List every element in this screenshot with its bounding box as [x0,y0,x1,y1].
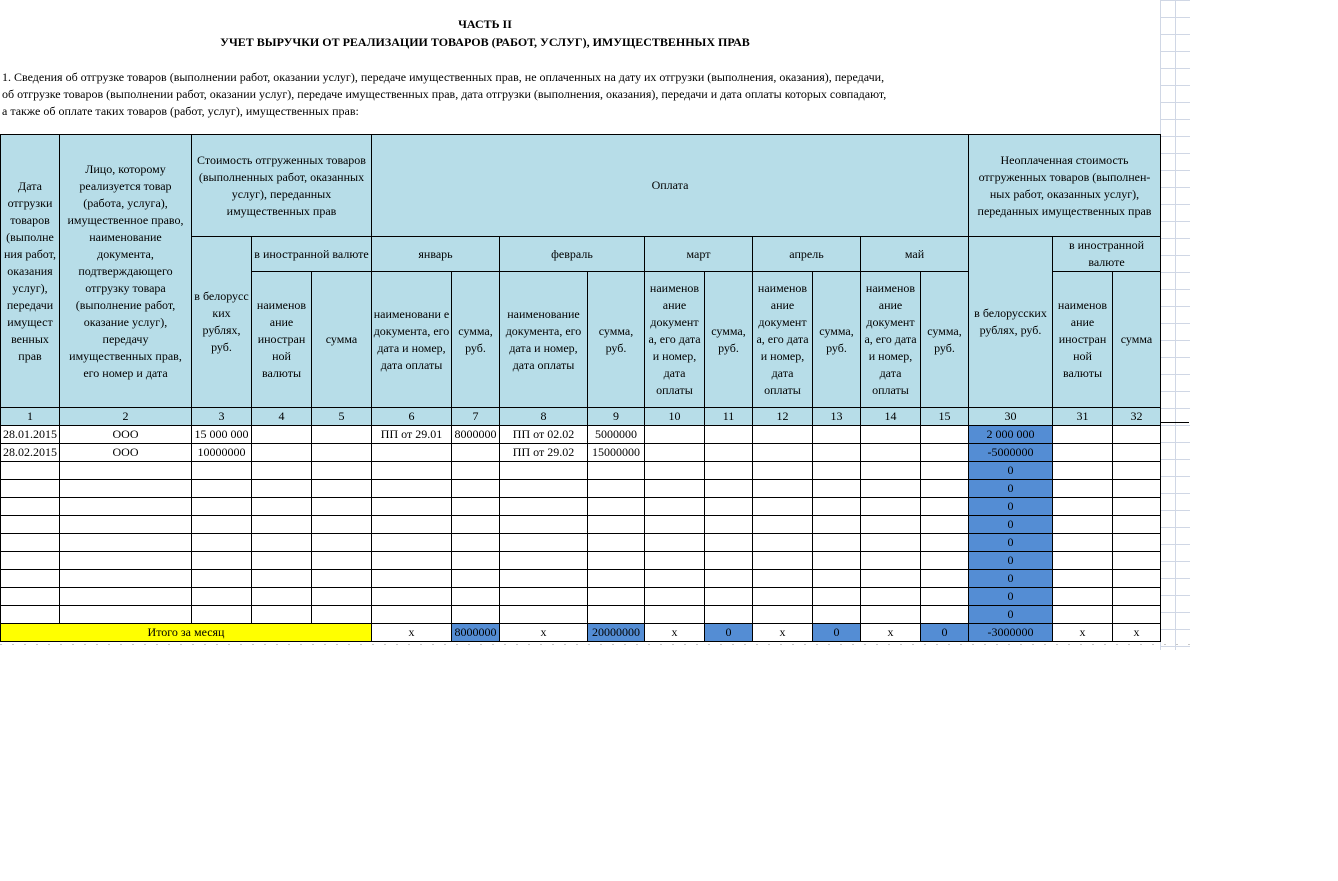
table-cell[interactable] [588,606,645,624]
table-cell[interactable] [645,588,705,606]
header-unpaid-cost[interactable]: Неоплаченная стоимость отгруженных товаров (выполнен-ных работ, оказанных услуг), переданных имущественных прав [969,135,1161,237]
table-cell[interactable] [921,588,969,606]
table-cell[interactable]: 0 [969,588,1053,606]
table-cell[interactable] [372,534,452,552]
table-cell[interactable] [861,462,921,480]
table-cell[interactable] [588,534,645,552]
table-cell[interactable] [813,552,861,570]
column-number[interactable]: 1 [1,408,60,426]
table-cell[interactable] [753,588,813,606]
table-cell[interactable] [192,498,252,516]
table-cell[interactable] [861,534,921,552]
table-cell[interactable] [645,444,705,462]
table-cell[interactable] [500,480,588,498]
table-cell[interactable] [252,426,312,444]
table-cell[interactable]: 0 [969,534,1053,552]
table-cell[interactable] [1053,570,1113,588]
table-cell[interactable] [705,426,753,444]
table-cell[interactable] [252,516,312,534]
table-cell[interactable] [861,426,921,444]
header-apr-sum[interactable]: сумма, руб. [813,272,861,408]
header-mar-sum[interactable]: сумма, руб. [705,272,753,408]
table-cell[interactable] [192,552,252,570]
table-cell[interactable] [1,570,60,588]
total-cell[interactable]: x [753,624,813,642]
table-cell[interactable] [921,570,969,588]
table-cell[interactable] [705,498,753,516]
table-cell[interactable] [645,552,705,570]
table-cell[interactable] [60,606,192,624]
table-cell[interactable] [813,570,861,588]
table-cell[interactable] [452,480,500,498]
table-cell[interactable]: ООО [60,444,192,462]
table-cell[interactable] [1,462,60,480]
table-cell[interactable] [813,480,861,498]
table-cell[interactable] [312,498,372,516]
table-cell[interactable] [312,516,372,534]
table-cell[interactable] [312,606,372,624]
table-cell[interactable] [252,606,312,624]
table-cell[interactable] [588,570,645,588]
table-cell[interactable] [813,588,861,606]
column-number[interactable]: 2 [60,408,192,426]
total-cell[interactable]: x [1053,624,1113,642]
header-cost-byr[interactable]: в белорусс ких рублях, руб. [192,237,252,408]
header-buyer-document[interactable]: Лицо, которому реализуется товар (работа, услуга), имущественное право, наименование документа, подтверждающего отгрузку товара (выполнение работ, оказание услуг), передачу имущественных прав, его номер и дата [60,135,192,408]
table-cell[interactable] [705,462,753,480]
table-cell[interactable] [372,552,452,570]
table-cell[interactable] [705,480,753,498]
table-cell[interactable] [452,606,500,624]
table-cell[interactable] [372,516,452,534]
header-cost-sum[interactable]: сумма [312,272,372,408]
table-row [1,426,1161,444]
intro-line-3: а также об оплате таких товаров (работ, услуг), имущественных прав: [2,104,359,118]
header-month-february[interactable]: февраль [500,237,645,272]
table-cell[interactable] [645,606,705,624]
table-cell[interactable] [921,552,969,570]
table-cell[interactable] [1,552,60,570]
table-cell[interactable] [372,462,452,480]
total-cell[interactable]: x [372,624,452,642]
header-month-may[interactable]: май [861,237,969,272]
table-cell[interactable] [1,534,60,552]
table-cell[interactable] [753,534,813,552]
table-row [1,480,1161,498]
table-cell[interactable] [1113,480,1161,498]
table-cell[interactable] [813,606,861,624]
total-cell[interactable]: 0 [705,624,753,642]
table-cell[interactable] [753,570,813,588]
table-cell[interactable] [60,588,192,606]
table-cell[interactable] [452,462,500,480]
table-cell[interactable] [861,552,921,570]
total-label[interactable]: Итого за месяц [1,624,372,642]
table-cell[interactable] [1113,606,1161,624]
table-row [1,534,1161,552]
table-cell[interactable] [753,552,813,570]
table-row [1,498,1161,516]
intro-line-2: об отгрузке товаров (выполнении работ, оказании услуг), передаче имущественных прав, дата отгрузки (выполнения, оказания), передачи и дата оплаты которых совпадают, [2,87,887,101]
table-cell[interactable] [705,570,753,588]
total-cell[interactable]: -3000000 [969,624,1053,642]
table-cell[interactable] [588,498,645,516]
table-cell[interactable] [1053,480,1113,498]
table-cell[interactable] [861,570,921,588]
table-cell[interactable]: 28.02.2015 [1,444,60,462]
total-cell[interactable]: x [500,624,588,642]
table-cell[interactable] [861,480,921,498]
header-cost-currency-name[interactable]: наименов ание иностран ной валюты [252,272,312,408]
table-cell[interactable] [1113,588,1161,606]
table-cell[interactable] [753,480,813,498]
table-cell[interactable] [60,534,192,552]
table-cell[interactable] [1,498,60,516]
table-cell[interactable] [1113,516,1161,534]
table-cell[interactable] [1113,498,1161,516]
table-cell[interactable] [645,516,705,534]
intro-line-1: 1. Сведения об отгрузке товаров (выполнении работ, оказании услуг), передаче имущественных прав, не оплаченных на дату их отгрузки (выполнения, оказания), передачи, [2,70,885,84]
table-cell[interactable] [312,480,372,498]
table-cell[interactable]: 0 [969,570,1053,588]
header-shipment-date[interactable]: Дата отгрузки товаров (выполне ния работ, оказания услуг), передачи имущест венных прав [1,135,60,408]
data-rows [1,426,1161,624]
table-cell[interactable]: -5000000 [969,444,1053,462]
table-cell[interactable]: 2 000 000 [969,426,1053,444]
table-cell[interactable] [372,498,452,516]
table-cell[interactable] [1113,426,1161,444]
table-cell[interactable] [861,516,921,534]
table-cell[interactable] [645,426,705,444]
header-unpaid-foreign[interactable]: в иностранной валюте [1053,237,1161,272]
column-number[interactable]: 10 [645,408,705,426]
header-cost-foreign[interactable]: в иностранной валюте [252,237,372,272]
table-cell[interactable] [60,480,192,498]
sheet-gridlines [1160,0,1190,650]
table-cell[interactable] [588,588,645,606]
table-row [1,516,1161,534]
table-cell[interactable] [813,462,861,480]
table-cell[interactable]: 8000000 [452,426,500,444]
total-cell[interactable]: 20000000 [588,624,645,642]
table-cell[interactable] [753,498,813,516]
table-cell[interactable] [372,606,452,624]
header-mar-doc[interactable]: наименов ание документ а, его дата и номер, дата оплаты [645,272,705,408]
total-cell[interactable]: x [861,624,921,642]
table-row [1,462,1161,480]
table-cell[interactable] [252,552,312,570]
table-cell[interactable] [1053,552,1113,570]
table-cell[interactable] [252,498,312,516]
table-cell[interactable] [813,444,861,462]
table-cell[interactable] [705,606,753,624]
table-cell[interactable] [753,462,813,480]
table-cell[interactable] [192,480,252,498]
table-cell[interactable] [312,570,372,588]
intro-text [2,69,992,120]
table-cell[interactable] [1,480,60,498]
table-cell[interactable] [1113,552,1161,570]
total-cell[interactable]: 0 [813,624,861,642]
table-cell[interactable] [861,606,921,624]
table-cell[interactable] [500,552,588,570]
column-number[interactable]: 32 [1113,408,1161,426]
table-cell[interactable] [1113,462,1161,480]
table-cell[interactable] [921,606,969,624]
header-feb-sum[interactable]: сумма, руб. [588,272,645,408]
table-cell[interactable] [753,444,813,462]
table-cell[interactable] [372,588,452,606]
header-feb-doc[interactable]: наименование документа, его дата и номер, дата оплаты [500,272,588,408]
table-cell[interactable] [813,534,861,552]
table-cell[interactable]: ПП от 02.02 [500,426,588,444]
part-title: ЧАСТЬ II [458,17,512,31]
table-cell[interactable] [372,570,452,588]
table-cell[interactable] [645,462,705,480]
table-cell[interactable] [192,588,252,606]
column-numbers-row [1,408,1161,426]
column-number[interactable]: 12 [753,408,813,426]
column-number[interactable]: 13 [813,408,861,426]
column-number[interactable]: 7 [452,408,500,426]
table-cell[interactable] [252,534,312,552]
table-cell[interactable] [60,462,192,480]
table-cell[interactable] [1053,444,1113,462]
table-cell[interactable] [252,588,312,606]
total-row [1,624,1161,642]
header-month-march[interactable]: март [645,237,753,272]
header-month-january[interactable]: январь [372,237,500,272]
table-cell[interactable] [705,444,753,462]
table-cell[interactable] [753,426,813,444]
table-cell[interactable] [813,516,861,534]
table-cell[interactable]: 0 [969,480,1053,498]
table-cell[interactable] [1,516,60,534]
table-cell[interactable] [60,516,192,534]
column-number[interactable]: 15 [921,408,969,426]
table-cell[interactable] [1053,498,1113,516]
table-cell[interactable] [588,480,645,498]
table-cell[interactable] [813,426,861,444]
table-cell[interactable] [753,516,813,534]
table-cell[interactable] [252,480,312,498]
header-unpaid-byr[interactable]: в белорусских рублях, руб. [969,237,1053,408]
table-cell[interactable] [1053,534,1113,552]
total-section [1,624,1161,642]
table-cell[interactable] [452,498,500,516]
table-cell[interactable] [1053,462,1113,480]
table-cell[interactable] [861,444,921,462]
page-break-line [0,644,1190,645]
total-cell[interactable]: x [1113,624,1161,642]
column-number[interactable]: 8 [500,408,588,426]
total-cell[interactable]: 0 [921,624,969,642]
header-apr-doc[interactable]: наименов ание документ а, его дата и номер, дата оплаты [753,272,813,408]
table-cell[interactable] [588,516,645,534]
table-cell[interactable] [192,534,252,552]
table-cell[interactable] [452,552,500,570]
table-cell[interactable] [1053,426,1113,444]
table-cell[interactable] [921,444,969,462]
table-cell[interactable] [312,426,372,444]
table-cell[interactable] [312,534,372,552]
table-cell[interactable] [192,606,252,624]
header-may-sum[interactable]: сумма, руб. [921,272,969,408]
table-cell[interactable]: ООО [60,426,192,444]
table-cell[interactable]: 0 [969,516,1053,534]
table-row [1,588,1161,606]
table-row [1,570,1161,588]
total-cell[interactable]: 8000000 [452,624,500,642]
table-cell[interactable] [60,552,192,570]
table-cell[interactable]: ПП от 29.02 [500,444,588,462]
table-cell[interactable] [500,588,588,606]
table-cell[interactable] [705,552,753,570]
table-cell[interactable]: 0 [969,552,1053,570]
table-cell[interactable] [861,588,921,606]
table-cell[interactable]: 10000000 [192,444,252,462]
table-cell[interactable] [312,462,372,480]
table-cell[interactable] [312,588,372,606]
table-cell[interactable] [588,552,645,570]
table-cell[interactable] [921,462,969,480]
table-cell[interactable] [312,552,372,570]
table-cell[interactable] [452,516,500,534]
table-cell[interactable] [452,570,500,588]
table-cell[interactable] [372,444,452,462]
table-cell[interactable] [500,570,588,588]
table-cell[interactable] [705,588,753,606]
table-cell[interactable]: ПП от 29.01 [372,426,452,444]
total-cell[interactable]: x [645,624,705,642]
column-number[interactable]: 11 [705,408,753,426]
table-cell[interactable] [645,570,705,588]
table-cell[interactable] [1053,588,1113,606]
table-cell[interactable] [500,498,588,516]
header-unpaid-sum[interactable]: сумма [1113,272,1161,408]
table-cell[interactable] [60,570,192,588]
revenue-table [0,134,1161,642]
table-cell[interactable] [312,444,372,462]
table-row [1,552,1161,570]
table-cell[interactable] [813,498,861,516]
table-cell[interactable] [500,462,588,480]
header-payment[interactable]: Оплата [372,135,969,237]
table-cell[interactable] [1053,516,1113,534]
table-row [1,606,1161,624]
table-cell[interactable] [1053,606,1113,624]
table-cell[interactable]: 28.01.2015 [1,426,60,444]
table-cell[interactable] [1,606,60,624]
table-cell[interactable] [452,588,500,606]
table-cell[interactable] [372,480,452,498]
header-unpaid-currency-name[interactable]: наименов ание иностран ной валюты [1053,272,1113,408]
table-cell[interactable] [1113,534,1161,552]
column-number[interactable]: 9 [588,408,645,426]
header-jan-doc[interactable]: наименовани е документа, его дата и номер, дата оплаты [372,272,452,408]
table-cell[interactable] [921,516,969,534]
row-border-extension [1161,422,1189,423]
column-number[interactable]: 3 [192,408,252,426]
header-may-doc[interactable]: наименов ание документ а, его дата и номер, дата оплаты [861,272,921,408]
table-cell[interactable] [60,498,192,516]
table-cell[interactable] [921,534,969,552]
table-cell[interactable] [753,606,813,624]
column-number[interactable]: 30 [969,408,1053,426]
table-cell[interactable] [192,570,252,588]
table-cell[interactable] [645,480,705,498]
table-cell[interactable] [705,516,753,534]
column-number[interactable]: 4 [252,408,312,426]
header-jan-sum[interactable]: сумма, руб. [452,272,500,408]
table-cell[interactable] [921,480,969,498]
table-cell[interactable]: 0 [969,462,1053,480]
table-cell[interactable] [1113,444,1161,462]
table-cell[interactable]: 0 [969,498,1053,516]
table-cell[interactable] [1,588,60,606]
section-title: УЧЕТ ВЫРУЧКИ ОТ РЕАЛИЗАЦИИ ТОВАРОВ (РАБОТ, УСЛУГ), ИМУЩЕСТВЕННЫХ ПРАВ [220,35,750,49]
column-number[interactable]: 5 [312,408,372,426]
column-number[interactable]: 6 [372,408,452,426]
table-cell[interactable] [500,516,588,534]
table-cell[interactable] [705,534,753,552]
table-cell[interactable] [921,426,969,444]
table-cell[interactable] [500,606,588,624]
table-cell[interactable]: 15 000 000 [192,426,252,444]
table-cell[interactable]: 5000000 [588,426,645,444]
table-cell[interactable] [252,444,312,462]
table-row [1,444,1161,462]
table-cell[interactable] [192,462,252,480]
table-cell[interactable] [1113,570,1161,588]
table-cell[interactable] [452,444,500,462]
table-cell[interactable]: 15000000 [588,444,645,462]
header-month-april[interactable]: апрель [753,237,861,272]
table-cell[interactable] [921,498,969,516]
table-cell[interactable] [645,498,705,516]
header-shipped-cost[interactable]: Стоимость отгруженных товаров (выполненных работ, оказанных услуг), переданных имущественных прав [192,135,372,237]
table-cell[interactable] [452,534,500,552]
column-number[interactable]: 14 [861,408,921,426]
table-cell[interactable] [645,534,705,552]
table-cell[interactable] [252,570,312,588]
table-cell[interactable]: 0 [969,606,1053,624]
table-cell[interactable] [252,462,312,480]
column-number[interactable]: 31 [1053,408,1113,426]
table-cell[interactable] [500,534,588,552]
table-cell[interactable] [192,516,252,534]
table-cell[interactable] [588,462,645,480]
table-cell[interactable] [861,498,921,516]
